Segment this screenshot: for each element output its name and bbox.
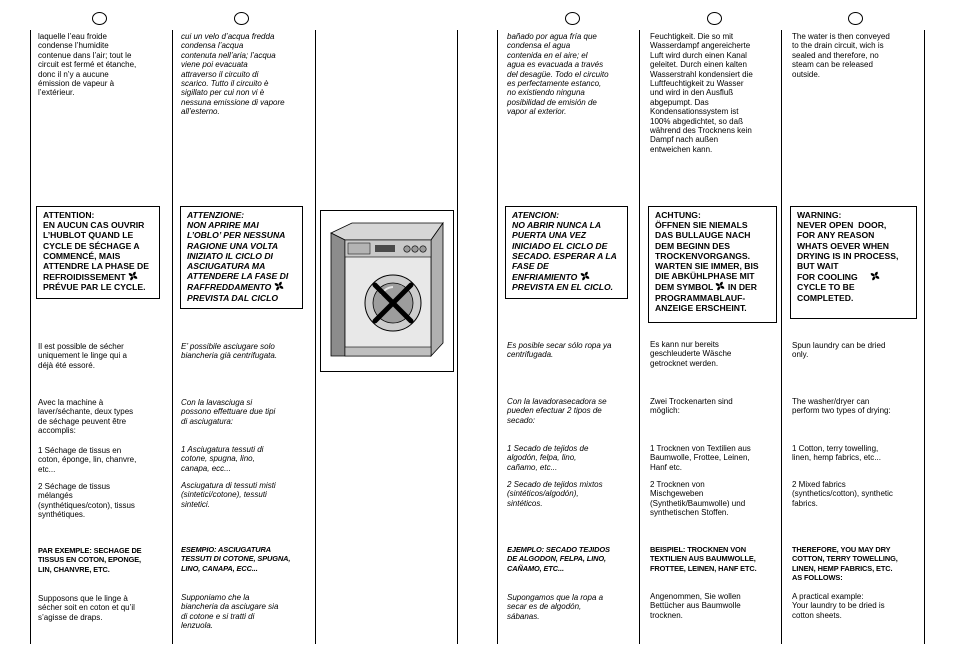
example-heading: BEISPIEL: TROCKNEN VON TEXTILIEN AUS BAUMWOLLE, FROTTEE, LEINEN, HANF ETC.: [650, 545, 757, 573]
intro-paragraph: bañado por agua fría que condensa el agua contenida en el aire; el agua es evacuada a través del desagüe. Todo el circuito es perfectamente estanco, no existiendo ninguna posibilidad de emisión de vapor al exterior.: [507, 32, 609, 117]
warning-box: [790, 206, 917, 319]
warning-box: [180, 206, 303, 309]
fan-cooling-icon: [870, 271, 880, 281]
language-marker-circle: [234, 12, 249, 25]
column-rule: [172, 30, 173, 644]
example-heading: EJEMPLO: SECADO TEJIDOS DE ALGODON, FELPA, LINO, CAÑAMO, ETC...: [507, 545, 610, 573]
warning-text: ATTENTION: EN AUCUN CAS OUVRIR L’HUBLOT QUAND LE CYCLE DE SÉCHAGE A COMMENCÉ, MAIS ATTENDRE LA PHASE DE REFROIDISSEMENT: [43, 210, 149, 283]
control-knob: [412, 246, 418, 252]
drying-type-2: Asciugatura di tessuti misti (sintetici/cotone), tessuti sintetici.: [181, 481, 276, 509]
drying-types-intro: Zwei Trockenarten sind möglich:: [650, 397, 733, 416]
column-rule: [924, 30, 925, 644]
spun-laundry-note: E’ possibile asciugare solo biancheria già centrifugata.: [181, 342, 278, 361]
detergent-drawer: [348, 243, 370, 254]
example-text: A practical example: Your laundry to be dried is cotton sheets.: [792, 592, 885, 620]
drying-types-intro: Avec la machine à laver/séchante, deux types de séchage peuvent être accomplis:: [38, 398, 134, 436]
fan-cooling-icon: [580, 271, 590, 281]
warning-box: [36, 206, 160, 299]
column-rule: [639, 30, 640, 644]
example-text: Supongamos que la ropa a secar es de algodón, sábanas.: [507, 593, 604, 621]
drying-type-2: 2 Trocknen von Mischgeweben (Synthetik/Baumwolle) und synthetischen Stoffen.: [650, 480, 746, 518]
drying-types-intro: Con la lavasciuga si possono effettuare due tipi di asciugatura:: [181, 398, 276, 426]
warning-text: IN DER PROGRAMMABLAUF- ANZEIGE ERSCHEINT.: [655, 282, 757, 313]
example-text: Supponiamo che la biancheria da asciugare sia di cotone e si tratti di lenzuola.: [181, 593, 279, 631]
warning-text: ACHTUNG: ÖFFNEN SIE NIEMALS DAS BULLAUGE NACH DEM BEGINN DES TROCKENVORGANGS. WARTEN SIE IMMER, BIS DIE ABKÜHLPHASE MIT DEM SYMBOL: [655, 210, 759, 293]
machine-right-side: [431, 223, 443, 356]
spun-laundry-note: Es posible secar sólo ropa ya centrifugada.: [507, 341, 612, 360]
warning-text: PREVISTA DAL CICLO: [187, 292, 279, 303]
warning-box: [505, 206, 628, 299]
spun-laundry-note: Es kann nur bereits geschleuderte Wäsche getrocknet werden.: [650, 340, 732, 368]
fan-cooling-icon: [715, 281, 725, 291]
washing-machine-door-crossed-out: [321, 211, 453, 371]
page-gutter-rule: [497, 30, 498, 644]
warning-text: WARNING: NEVER OPEN DOOR, FOR ANY REASON WHATS OEVER WHEN DRYING IS IN PROCESS, BUT WAIT FOR COOLING: [797, 210, 899, 283]
example-heading: THEREFORE, YOU MAY DRY COTTON, TERRY TOWELLING, LINEN, HEMP FABRICS, ETC. AS FOLLOWS:: [792, 545, 898, 583]
spun-laundry-note: Spun laundry can be dried only.: [792, 341, 886, 360]
column-rule: [781, 30, 782, 644]
fan-cooling-icon: [128, 271, 138, 281]
drying-type-1: 1 Asciugatura tessuti di cotone, spugna, lino, canapa, ecc...: [181, 445, 264, 473]
warning-text: CYCLE TO BE COMPLETED.: [797, 282, 855, 303]
drying-types-intro: The washer/dryer can perform two types of drying:: [792, 397, 891, 416]
language-marker-circle: [565, 12, 580, 25]
control-knob: [404, 246, 410, 252]
intro-paragraph: laquelle l’eau froide condense l’humidite contenue dans l’air; tout le circuit est fermé et étanche, donc il n’y a aucune émission de vapeur à l’extérieur.: [38, 32, 137, 98]
drying-type-1: 1 Séchage de tissus en coton, éponge, lin, chanvre, etc...: [38, 446, 137, 474]
drying-type-2: 2 Mixed fabrics (synthetics/cotton), synthetic fabrics.: [792, 480, 893, 508]
language-marker-circle: [92, 12, 107, 25]
washing-machine-illustration: [320, 210, 454, 372]
machine-top-surface: [331, 223, 443, 240]
drying-type-1: 1 Trocknen von Textilien aus Baumwolle, Frottee, Leinen, Hanf etc.: [650, 444, 751, 472]
warning-text: PRÉVUE PAR LE CYCLE.: [43, 282, 146, 293]
drying-type-1: 1 Cotton, terry towelling, linen, hemp fabrics, etc...: [792, 444, 881, 463]
page-gutter-rule: [457, 30, 458, 644]
warning-text: ATENCION: NO ABRIR NUNCA LA PUERTA UNA VEZ INICIADO EL CICLO DE SECADO. ESPERAR A LA FASE DE ENFRIAMIENTO: [512, 210, 617, 283]
intro-paragraph: Feuchtigkeit. Die so mit Wasserdampf angereicherte Luft wird durch einen Kanal geleitet. Durch einen kalten Wasserstrahl kondensiert die Luftfeuchtigkeit zu Wasser und wird in den Ausfluß abgepumpt. Das Kondensationssystem ist 100% abgedichtet, so daß während des Trocknens kein Dampf nach außen entweichen kann.: [650, 32, 753, 154]
control-knob: [420, 246, 426, 252]
column-rule: [30, 30, 31, 644]
language-marker-circle: [848, 12, 863, 25]
example-heading: PAR EXEMPLE: SECHAGE DE TISSUS EN COTON, EPONGE, LIN, CHANVRE, ETC.: [38, 546, 142, 574]
drying-type-2: 2 Secado de tejidos mixtos (sintéticos/algodón), sintéticos.: [507, 480, 603, 508]
column-rule: [315, 30, 316, 644]
intro-paragraph: cui un velo d’acqua fredda condensa l’acqua contenuta nell’aria; l’acqua viene poi evacuata attraverso il circuito di scarico. Tutto il circuito è sigillato per cui non vi è nessuna emissione di vapore all’esterno.: [181, 32, 285, 117]
example-text: Angenommen, Sie wollen Bettücher aus Baumwolle trocknen.: [650, 592, 741, 620]
kick-plate: [345, 347, 431, 356]
display-window: [375, 245, 395, 252]
language-marker-circle: [707, 12, 722, 25]
fan-cooling-icon: [274, 281, 284, 291]
machine-left-side: [331, 233, 345, 356]
spun-laundry-note: Il est possible de sécher uniquement le linge qui a déjà été essoré.: [38, 342, 127, 370]
warning-box: [648, 206, 777, 323]
intro-paragraph: The water is then conveyed to the drain circuit, wich is sealed and therefore, no steam can be released outside.: [792, 32, 890, 79]
drying-types-intro: Con la lavadorasecadora se pueden efectuar 2 tipos de secado:: [507, 397, 607, 425]
drying-type-2: 2 Séchage de tissus mélangés (synthétiques/coton), tissus synthétiques.: [38, 482, 135, 520]
drying-type-1: 1 Secado de tejidos de algodón, felpa, lino, cañamo, etc...: [507, 444, 589, 472]
example-heading: ESEMPIO: ASCIUGATURA TESSUTI DI COTONE, SPUGNA, LINO, CANAPA, ECC...: [181, 545, 291, 573]
warning-text: PREVISTA EN EL CICLO.: [512, 282, 614, 293]
warning-text: ATTENZIONE: NON APRIRE MAI L’OBLO’ PER NESSUNA RAGIONE UNA VOLTA INIZIATO IL CICLO DI ASCIUGATURA MA ATTENDERE LA FASE DI RAFFREDDAMENTO: [187, 210, 289, 293]
example-text: Supposons que le linge à sécher soit en coton et qu’il s’agisse de draps.: [38, 594, 135, 622]
